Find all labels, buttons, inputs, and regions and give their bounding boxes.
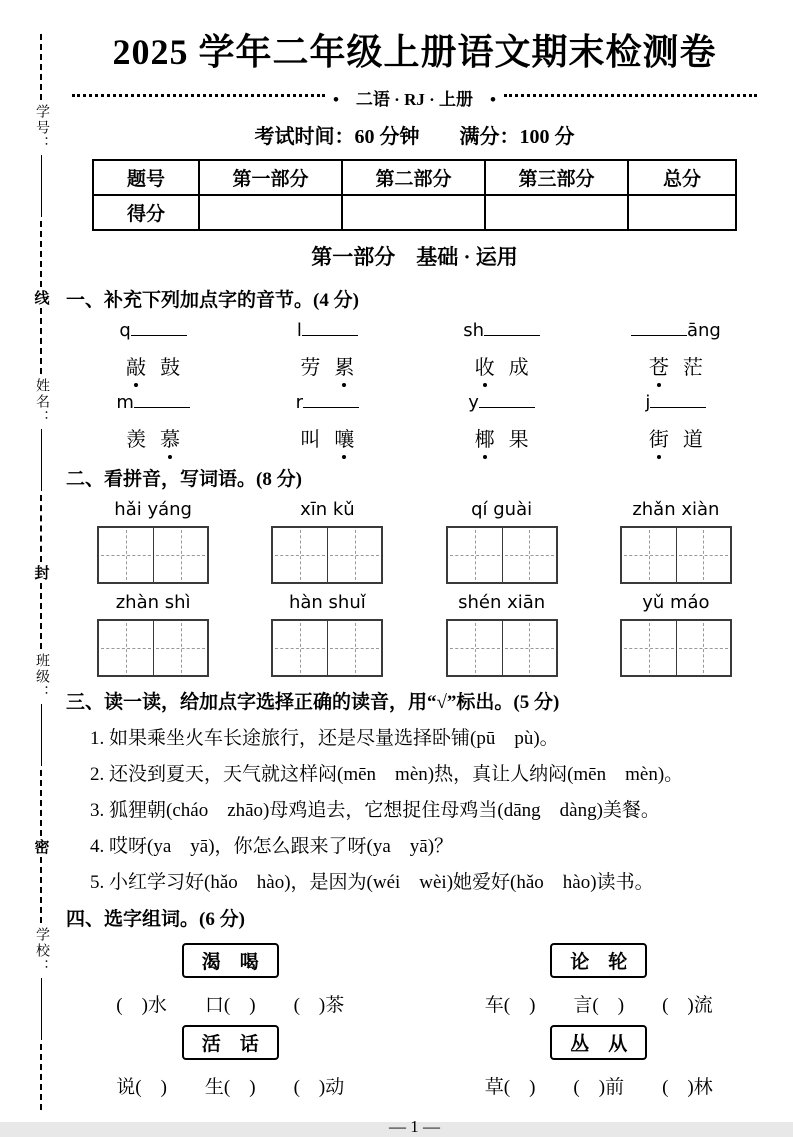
char-choice-cell: [435, 1021, 764, 1064]
seal-dashed-line: [40, 308, 42, 374]
dotted-rule-left: [72, 94, 325, 97]
seal-field-school: [31, 923, 51, 1044]
class-blank-line: [41, 704, 42, 766]
char-choice-box: 论 轮: [550, 943, 647, 978]
q3-item: 4. 哎呀(ya yā)，你怎么跟来了呀(ya yā)？: [90, 836, 454, 857]
blank-line: [631, 323, 687, 336]
q2-grid-row-2: [66, 619, 763, 677]
word-pair: 街 道: [589, 423, 763, 452]
seal-field-name: [31, 374, 51, 495]
exam-info: 考试时间：60 分钟 满分：100 分: [254, 126, 575, 148]
grid-cell: [502, 528, 556, 582]
word-pair: 劳 累: [240, 351, 414, 380]
pinyin-label: xīn kǔ: [300, 499, 355, 520]
dotted-rule-right: [504, 94, 757, 97]
char-choice-box: 丛 从: [550, 1025, 647, 1060]
q1-pinyin-row-2: [66, 392, 763, 413]
edition-row: [72, 85, 757, 110]
blank-line: [302, 323, 358, 336]
score-header-cell: 题号: [93, 160, 199, 195]
blank-line: [650, 395, 706, 408]
q1-pinyin-row-1: [66, 320, 763, 341]
score-header-cell: 总分: [628, 160, 736, 195]
pinyin-label: hàn shuǐ: [288, 592, 366, 613]
page-title: 2025 学年二年级上册语文期末检测卷: [112, 32, 717, 72]
answer-grid: [620, 619, 732, 677]
grid-cell: [99, 621, 153, 675]
grid-cell: [153, 528, 207, 582]
section-title: 第一部分 基础 · 运用: [311, 245, 518, 269]
seal-dashed-line: [40, 34, 42, 100]
q2-pinyin-row-2: [66, 592, 763, 613]
seal-dashed-line: [40, 1044, 42, 1110]
score-empty-cell: [342, 195, 485, 230]
q3-item: 5. 小红学习好(hǎo hào)，是因为(wéi wèi)她爱好(hǎo hào)读书。: [90, 872, 654, 893]
pinyin-label: hǎi yáng: [114, 499, 192, 520]
pinyin-blank: sh: [415, 320, 589, 341]
q4-fill-line: 车( ) 言( ) ( )流: [484, 995, 713, 1016]
q3-item: 3. 狐狸朝(cháo zhāo)母鸡追去，它想捉住母鸡当(dāng dàng)美餐。: [90, 800, 660, 821]
pinyin-blank: j: [589, 392, 763, 413]
blank-line: [303, 395, 359, 408]
grid-cell: [622, 621, 676, 675]
pinyin-label: zhàn shì: [115, 592, 191, 613]
blank-line: [131, 323, 187, 336]
score-empty-cell: [199, 195, 342, 230]
blank-line: [479, 395, 535, 408]
pinyin-label: qí guài: [471, 499, 533, 520]
grid-cell: [273, 528, 327, 582]
grid-cell: [448, 528, 502, 582]
answer-grid: [446, 619, 558, 677]
grid-cell: [502, 621, 556, 675]
seal-dashed-line: [40, 495, 42, 561]
score-header-cell: 第一部分: [199, 160, 342, 195]
pinyin-label: shén xiān: [458, 592, 546, 613]
answer-grid: [97, 526, 209, 584]
word-pair: 叫 嚷: [240, 423, 414, 452]
seal-char-feng: 封: [32, 564, 49, 580]
char-choice-cell: [66, 939, 395, 982]
score-value-row: [93, 195, 736, 230]
class-label: 班级：: [34, 652, 49, 701]
char-choice-cell: [435, 939, 764, 982]
school-label: 学校：: [34, 926, 49, 975]
word-pair: 苍 茫: [589, 351, 763, 380]
edition-label: • 二语 · RJ · 上册 •: [332, 90, 497, 109]
seal-dashed-line: [40, 583, 42, 649]
q1-word-row-1: [66, 351, 763, 380]
q4-title: 四、选字组词。(6 分): [66, 909, 245, 930]
score-header-cell: 第二部分: [342, 160, 485, 195]
char-choice-box: 渴 喝: [182, 943, 279, 978]
seal-field-class: [31, 649, 51, 770]
grid-cell: [99, 528, 153, 582]
name-blank-line: [41, 429, 42, 491]
q3-item: 2. 还没到夏天，天气就这样闷(mēn mèn)热，真让人纳闷(mēn mèn)。: [90, 764, 684, 785]
q2-title: 二、看拼音，写词语。(8 分): [66, 469, 302, 490]
seal-margin-rail: [24, 34, 58, 1110]
student-id-blank-line: [41, 155, 42, 217]
q4-fill-line: ( )水 口( ) ( )茶: [116, 995, 345, 1016]
score-empty-cell: [485, 195, 628, 230]
score-table: [92, 159, 737, 231]
grid-cell: [273, 621, 327, 675]
word-pair: 敲 鼓: [66, 351, 240, 380]
pinyin-label: yǔ máo: [642, 592, 710, 613]
grid-cell: [676, 621, 730, 675]
seal-dashed-line: [40, 857, 42, 923]
seal-field-student-id: [31, 100, 51, 221]
grid-cell: [622, 528, 676, 582]
word-pair: 羡 慕: [66, 423, 240, 452]
q2-pinyin-row-1: [66, 499, 763, 520]
word-pair: 收 成: [415, 351, 589, 380]
char-choice-box: 活 话: [182, 1025, 279, 1060]
score-empty-cell: [628, 195, 736, 230]
pinyin-label: zhǎn xiàn: [632, 499, 720, 520]
answer-grid: [620, 526, 732, 584]
pinyin-blank: m: [66, 392, 240, 413]
q4-grid: [66, 939, 763, 1103]
q1-word-row-2: [66, 423, 763, 452]
score-header-cell: 第三部分: [485, 160, 628, 195]
exam-content: [66, 0, 763, 1137]
seal-dashed-line: [40, 221, 42, 287]
q1-title: 一、补充下列加点字的音节。(4 分): [66, 290, 359, 311]
q3-item: 1. 如果乘坐火车长途旅行，还是尽量选择卧铺(pū pù)。: [90, 728, 559, 749]
grid-cell: [327, 528, 381, 582]
pinyin-blank: āng: [589, 320, 763, 341]
score-row-label: 得分: [93, 195, 199, 230]
seal-char-line: 线: [32, 290, 49, 306]
pinyin-blank: y: [415, 392, 589, 413]
blank-line: [484, 323, 540, 336]
word-pair: 椰 果: [415, 423, 589, 452]
pinyin-blank: r: [240, 392, 414, 413]
q4-fill-line: 草( ) ( )前 ( )林: [484, 1077, 713, 1098]
student-id-label: 学号：: [34, 104, 49, 153]
page-number: — 1 —: [389, 1117, 440, 1136]
char-choice-cell: [66, 1021, 395, 1064]
grid-cell: [327, 621, 381, 675]
blank-line: [134, 395, 190, 408]
q3-title: 三、读一读，给加点字选择正确的读音，用“√”标出。(5 分): [66, 692, 560, 713]
grid-cell: [448, 621, 502, 675]
q4-fill-line: 说( ) 生( ) ( )动: [116, 1077, 345, 1098]
pinyin-blank: l: [240, 320, 414, 341]
answer-grid: [271, 526, 383, 584]
seal-dashed-line: [40, 770, 42, 836]
answer-grid: [271, 619, 383, 677]
name-label: 姓名：: [34, 378, 49, 427]
grid-cell: [153, 621, 207, 675]
answer-grid: [97, 619, 209, 677]
answer-grid: [446, 526, 558, 584]
pinyin-blank: q: [66, 320, 240, 341]
score-header-row: [93, 160, 736, 195]
q2-grid-row-1: [66, 526, 763, 584]
school-blank-line: [41, 978, 42, 1040]
grid-cell: [676, 528, 730, 582]
seal-char-mi: 密: [32, 838, 49, 854]
